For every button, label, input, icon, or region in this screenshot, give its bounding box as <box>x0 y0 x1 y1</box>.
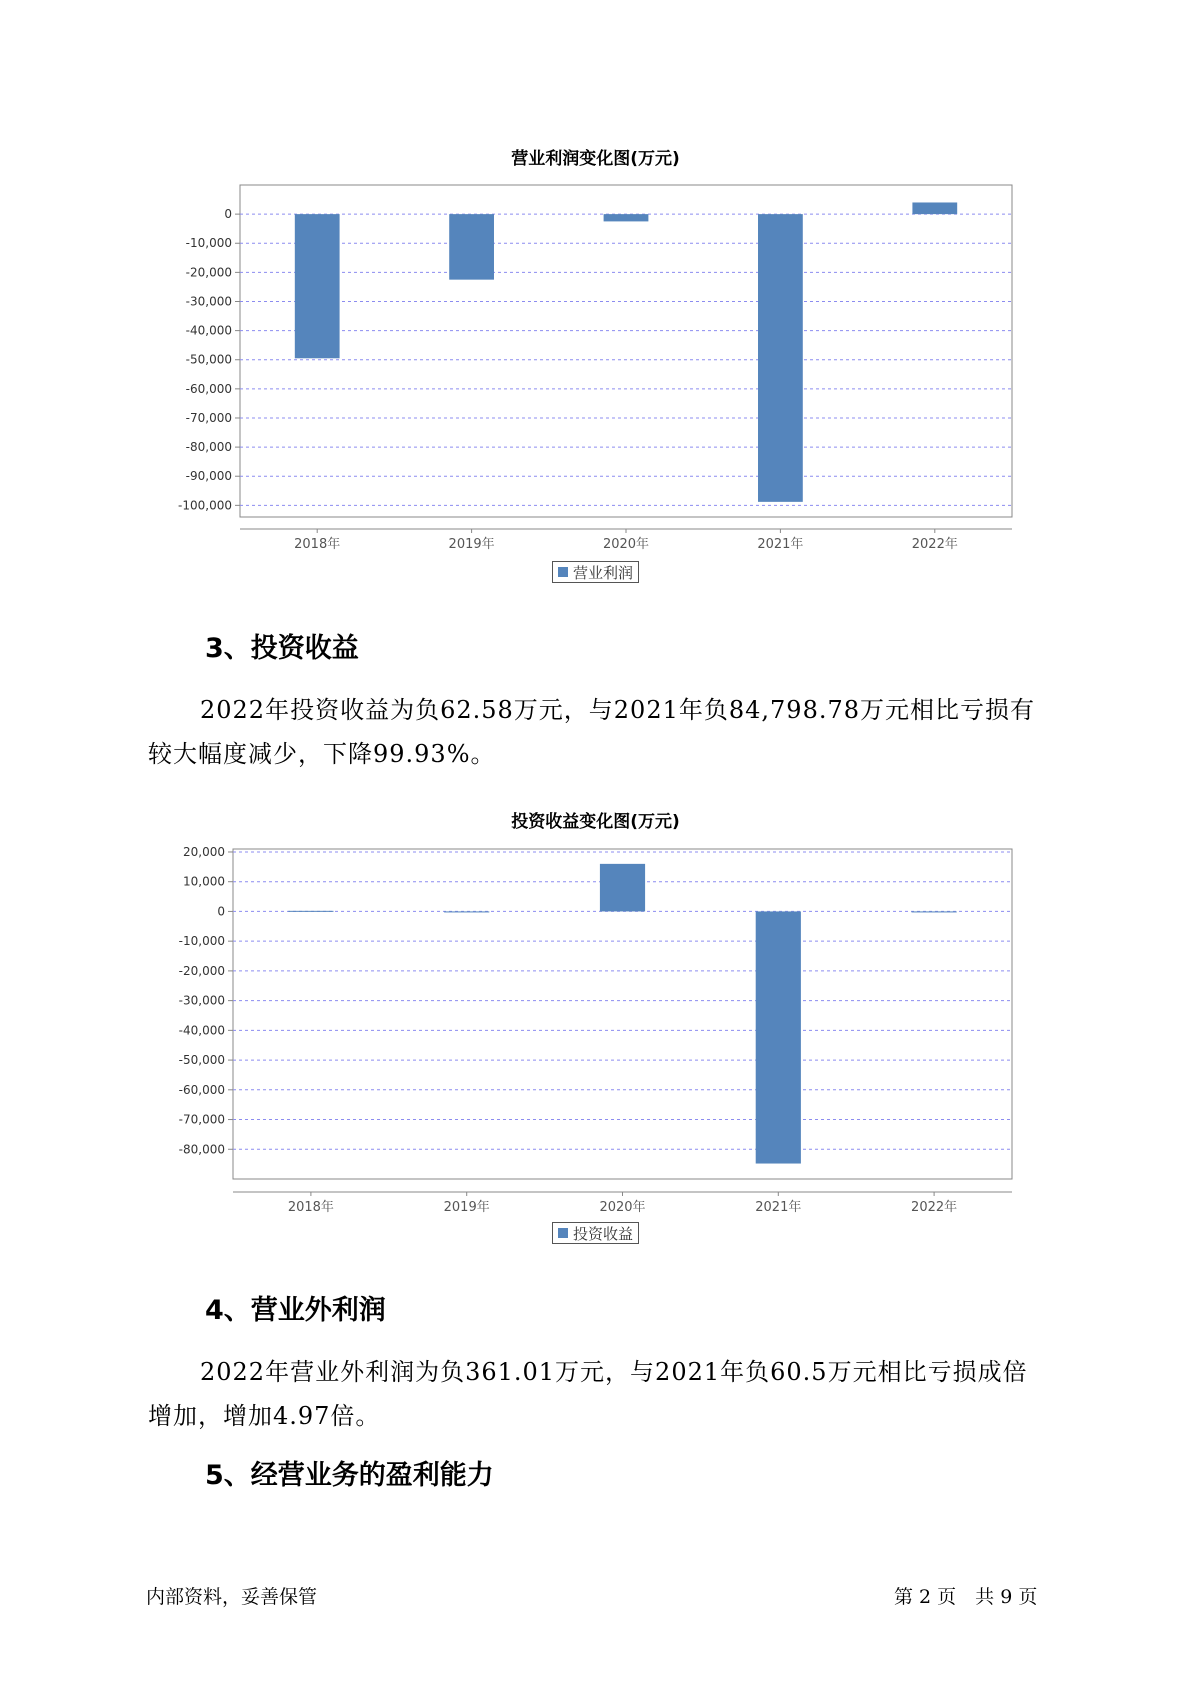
y-tick-label: 10,000 <box>183 874 225 889</box>
x-tick-label: 2022年 <box>911 1200 958 1215</box>
chart1-title: 营业利润变化图(万元) <box>511 149 680 169</box>
section-3-heading: 3、投资收益 <box>205 633 359 664</box>
y-tick-label: 20,000 <box>183 844 225 859</box>
section-5-heading: 5、经营业务的盈利能力 <box>205 1460 494 1491</box>
y-tick-label: -20,000 <box>185 265 232 280</box>
y-tick-label: 0 <box>217 904 225 919</box>
y-tick-label: -90,000 <box>185 469 232 484</box>
x-tick-label: 2022年 <box>911 537 958 552</box>
y-tick-label: -70,000 <box>185 410 232 425</box>
bar-2018年 <box>288 911 333 912</box>
section-4-heading: 4、营业外利润 <box>205 1295 386 1326</box>
y-tick-label: -40,000 <box>178 1023 225 1038</box>
y-tick-label: 0 <box>224 207 232 222</box>
section-3-paragraph: 2022年投资收益为负62.58万元，与2021年负84,798.78万元相比亏损有较大幅度减少，下降99.93%。 <box>148 696 1036 768</box>
x-tick-label: 2021年 <box>755 1200 802 1215</box>
bar-2022年 <box>912 911 957 912</box>
y-tick-label: -80,000 <box>185 440 232 455</box>
x-tick-label: 2018年 <box>287 1200 334 1215</box>
x-tick-label: 2019年 <box>448 537 495 552</box>
y-tick-label: -60,000 <box>178 1082 225 1097</box>
y-tick-label: -100,000 <box>178 498 232 513</box>
footer-page-number: 第 2 页 共 9 页 <box>894 1586 1038 1608</box>
chart2-legend-label: 投资收益 <box>573 1224 634 1243</box>
y-tick-label: -70,000 <box>178 1112 225 1127</box>
bar-2019年 <box>444 911 489 912</box>
bar-2021年 <box>756 911 801 1163</box>
section-4-paragraph: 2022年营业外利润为负361.01万元，与2021年负60.5万元相比亏损成倍增加，增加4.97倍。 <box>148 1358 1028 1430</box>
y-tick-label: -10,000 <box>178 934 225 949</box>
y-tick-label: -30,000 <box>185 294 232 309</box>
y-tick-label: -60,000 <box>185 381 232 396</box>
x-tick-label: 2020年 <box>602 537 650 552</box>
x-tick-label: 2021年 <box>757 537 804 552</box>
y-tick-label: -20,000 <box>178 963 225 978</box>
chart1-legend-label: 营业利润 <box>573 563 634 582</box>
y-tick-label: -80,000 <box>178 1142 225 1157</box>
x-tick-label: 2019年 <box>443 1200 490 1215</box>
y-tick-label: -10,000 <box>185 236 232 251</box>
legend-swatch-icon <box>558 1228 568 1238</box>
y-tick-label: -30,000 <box>178 993 225 1008</box>
footer-confidential-note: 内部资料，妥善保管 <box>146 1586 318 1608</box>
y-tick-label: -50,000 <box>185 352 232 367</box>
x-tick-label: 2020年 <box>599 1200 646 1215</box>
x-tick-label: 2018年 <box>294 537 341 552</box>
chart2-legend <box>552 1222 639 1244</box>
y-tick-label: -50,000 <box>178 1053 225 1068</box>
y-tick-label: -40,000 <box>185 323 232 338</box>
chart2-title: 投资收益变化图(万元) <box>511 812 680 832</box>
bar-2020年 <box>600 864 645 912</box>
